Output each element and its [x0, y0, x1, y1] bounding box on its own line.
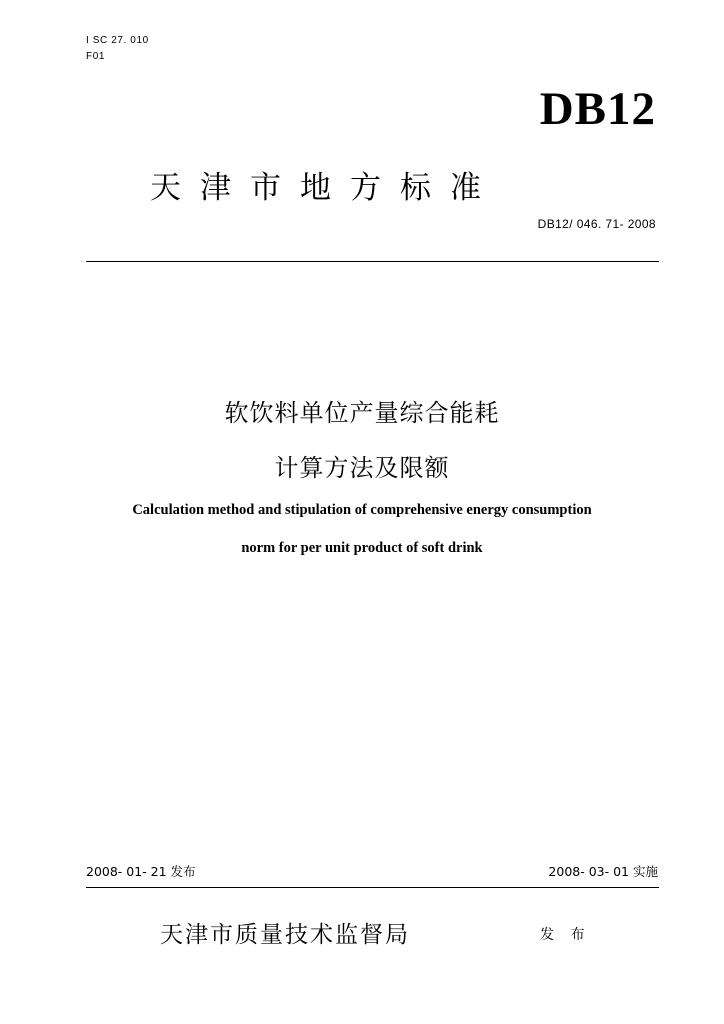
- classification-code: F01: [86, 51, 106, 62]
- top-divider: [86, 261, 659, 262]
- implementation-date: 2008- 03- 01 实施: [548, 864, 658, 879]
- title-zh-line-1: 软饮料单位产量综合能耗: [224, 399, 500, 427]
- title-zh-line-2: 计算方法及限额: [274, 454, 450, 482]
- db-mark: DB12: [539, 83, 656, 135]
- publish-label: 发 布: [540, 927, 591, 943]
- standard-type-heading: 天津市地方标准: [150, 170, 500, 206]
- title-en-line-1: Calculation method and stipulation of comprehensive energy consumption: [132, 502, 592, 518]
- publisher-name: 天津市质量技术监督局: [160, 922, 410, 948]
- issue-date: 2008- 01- 21 发布: [86, 864, 196, 879]
- bottom-divider: [86, 887, 659, 888]
- ics-code: I SC 27. 010: [86, 35, 149, 46]
- title-en-line-2: norm for per unit product of soft drink: [241, 540, 483, 556]
- standard-number: DB12/ 046. 71- 2008: [537, 217, 656, 231]
